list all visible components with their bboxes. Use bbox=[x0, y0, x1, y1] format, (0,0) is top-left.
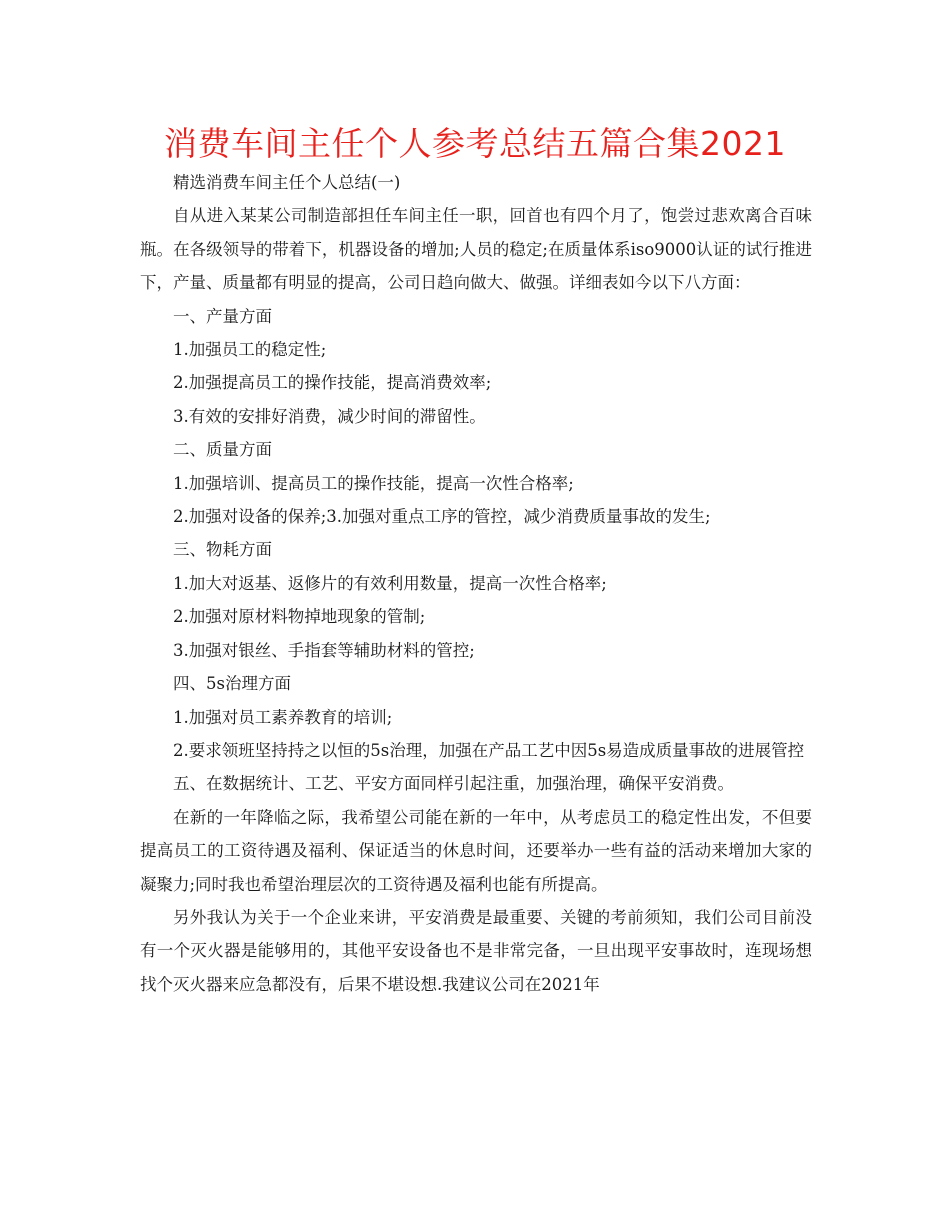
list-item: 2.加强提高员工的操作技能，提高消费效率; bbox=[173, 373, 492, 393]
list-item: 3.有效的安排好消费，减少时间的滞留性。 bbox=[173, 406, 486, 426]
paragraph: 另外我认为关于一个企业来讲，平安消费是最重要、关键的考前须知，我们公司目前没有一个灭火器是能够用的，其他平安设备也不是非常完备，一旦出现平安事故时，连现场想找个灭火器来应急都没有，后果不堪设想.我建议公司在2021年 bbox=[140, 907, 812, 994]
list-item: 2.要求领班坚持持之以恒的5s治理，加强在产品工艺中因5s易造成质量事故的进展管控 bbox=[173, 740, 805, 760]
section-heading: 三、物耗方面 bbox=[173, 540, 272, 560]
list-item: 1.加强员工的稳定性; bbox=[173, 340, 327, 360]
list-item: 3.加强对银丝、手指套等辅助材料的管控; bbox=[173, 640, 475, 660]
paragraph: 自从进入某某公司制造部担任车间主任一职，回首也有四个月了，饱尝过悲欢离合百味瓶。在各级领导的带着下，机器设备的增加;人员的稳定;在质量体系iso9000认证的试行推进下，产量、质量都有明显的提高，公司日趋向做大、做强。详细表如今以下八方面： bbox=[140, 206, 812, 293]
section-heading: 一、产量方面 bbox=[173, 306, 272, 326]
paragraph: 在新的一年降临之际，我希望公司能在新的一年中，从考虑员工的稳定性出发，不但要提高员工的工资待遇及福利、保证适当的休息时间，还要举办一些有益的活动来增加大家的凝聚力;同时我也希望治理层次的工资待遇及福利也能有所提高。 bbox=[140, 807, 812, 894]
section-heading: 五、在数据统计、工艺、平安方面同样引起注重，加强治理，确保平安消费。 bbox=[173, 774, 734, 794]
document-title: 消费车间主任个人参考总结五篇合集2021 bbox=[164, 124, 786, 163]
section-heading: 二、质量方面 bbox=[173, 440, 272, 460]
list-item: 1.加大对返基、返修片的有效利用数量，提高一次性合格率; bbox=[173, 573, 607, 593]
section-heading: 四、5s治理方面 bbox=[173, 674, 291, 694]
section-heading: 精选消费车间主任个人总结(一) bbox=[173, 173, 401, 192]
list-item: 2.加强对设备的保养;3.加强对重点工序的管控，减少消费质量事故的发生; bbox=[173, 507, 711, 527]
list-item: 2.加强对原材料物掉地现象的管制; bbox=[173, 607, 426, 627]
list-item: 1.加强培训、提高员工的操作技能，提高一次性合格率; bbox=[173, 473, 574, 493]
document-body bbox=[140, 166, 812, 1001]
list-item: 1.加强对员工素养教育的培训; bbox=[173, 707, 393, 727]
